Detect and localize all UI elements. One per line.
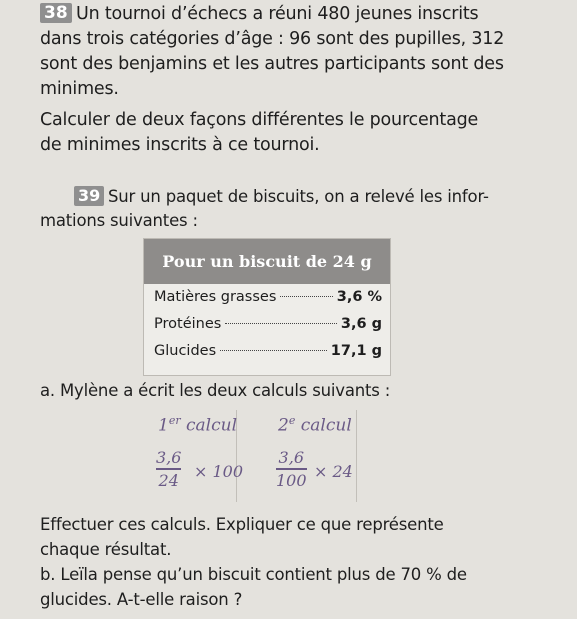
handwritten-calculation	[148, 410, 244, 502]
exercise-38-question: Calculer de deux façons différentes le pourcentage	[40, 110, 479, 130]
calculation-title: 2e calcul	[278, 414, 352, 436]
numerator: 3,6	[156, 448, 182, 467]
nutrition-row	[154, 316, 382, 338]
exercise-39-line: Sur un paquet de biscuits, on a relevé les infor-	[108, 187, 489, 206]
numerator: 3,6	[278, 448, 304, 467]
nutrition-label: Protéines	[154, 316, 222, 332]
denominator: 100	[276, 471, 307, 490]
handwritten-calculation	[268, 410, 357, 502]
denominator: 24	[158, 471, 179, 490]
exercise-number-badge: 39	[74, 186, 104, 206]
nutrition-row	[154, 289, 382, 311]
nutrition-row	[154, 343, 382, 365]
exercise-number-badge: 38	[40, 3, 72, 23]
exercise-38-line: dans trois catégories d’âge : 96 sont des pupilles, 312	[40, 29, 505, 49]
fraction	[276, 448, 307, 490]
nutrition-value: 3,6 g	[340, 316, 382, 332]
fraction-bar	[156, 468, 181, 470]
question-a-line: chaque résultat.	[40, 540, 172, 559]
exercise-38-line: minimes.	[40, 79, 119, 99]
dotted-leader	[225, 323, 337, 324]
fraction-bar	[276, 468, 307, 470]
multiplier: × 100	[194, 462, 244, 481]
question-a-line: Effectuer ces calculs. Expliquer ce que représente	[40, 515, 444, 534]
question-a-intro: a. Mylène a écrit les deux calculs suivants :	[40, 381, 391, 400]
nutrition-label: Matières grasses	[154, 289, 277, 305]
nutrition-value: 17,1 g	[330, 343, 382, 359]
calculation-title: 1er calcul	[158, 414, 238, 436]
exercise-38-question: de minimes inscrits à ce tournoi.	[40, 135, 320, 155]
question-b-line: glucides. A-t-elle raison ?	[40, 590, 243, 609]
question-b-line: b. Leïla pense qu’un biscuit contient plus de 70 % de	[40, 565, 467, 584]
nutrition-table-header: Pour un biscuit de 24 g	[144, 239, 390, 284]
nutrition-table	[143, 238, 391, 376]
nutrition-label: Glucides	[154, 343, 217, 359]
dotted-leader	[280, 296, 332, 297]
multiplier: × 24	[314, 462, 353, 481]
exercise-39-line: mations suivantes :	[40, 211, 198, 230]
dotted-leader	[220, 350, 327, 351]
fraction	[156, 448, 181, 490]
nutrition-value: 3,6 %	[336, 289, 382, 305]
exercise-38-line: sont des benjamins et les autres participants sont des	[40, 54, 504, 74]
exercise-38-line: Un tournoi d’échecs a réuni 480 jeunes inscrits	[76, 4, 479, 24]
